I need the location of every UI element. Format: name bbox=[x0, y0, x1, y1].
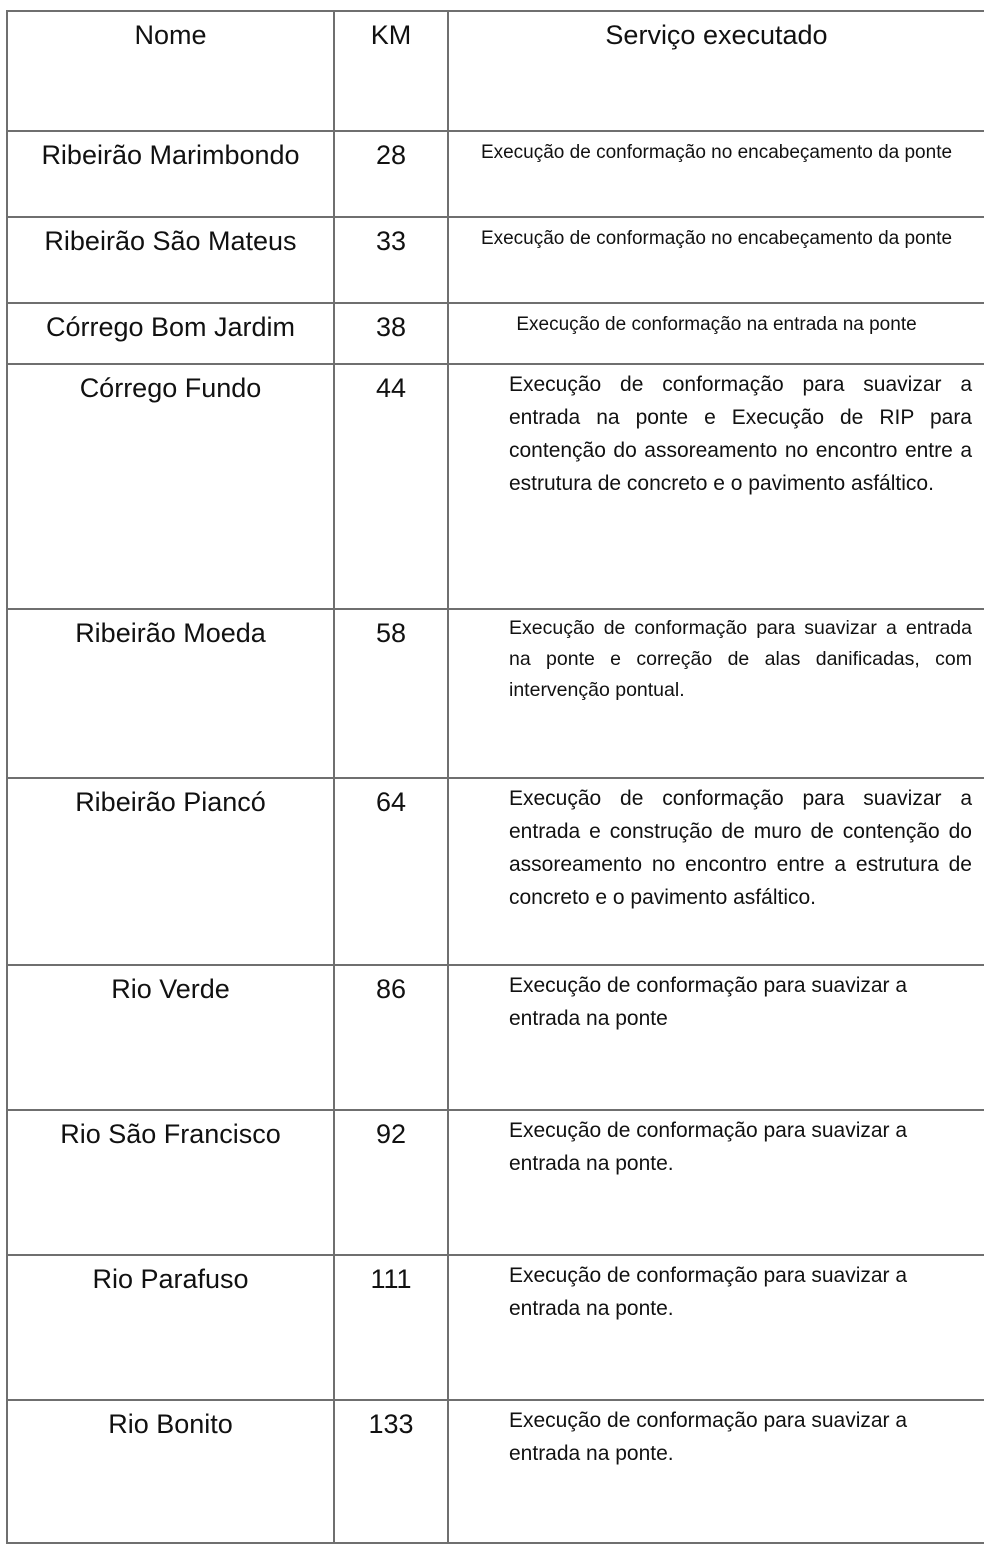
cell-service: Execução de conformação na entrada na ponte bbox=[448, 303, 984, 364]
table-row bbox=[7, 1400, 984, 1543]
cell-km: 33 bbox=[334, 217, 448, 303]
cell-name: Rio São Francisco bbox=[7, 1110, 334, 1255]
table-row bbox=[7, 965, 984, 1110]
header-name: Nome bbox=[7, 11, 334, 131]
cell-name: Ribeirão São Mateus bbox=[7, 217, 334, 303]
cell-km: 133 bbox=[334, 1400, 448, 1543]
header-km: KM bbox=[334, 11, 448, 131]
table-row bbox=[7, 1110, 984, 1255]
cell-km: 58 bbox=[334, 609, 448, 778]
cell-km: 64 bbox=[334, 778, 448, 965]
cell-service: Execução de conformação para suavizar a entrada na ponte bbox=[448, 965, 984, 1110]
cell-name: Ribeirão Piancó bbox=[7, 778, 334, 965]
cell-km: 28 bbox=[334, 131, 448, 217]
table-row bbox=[7, 364, 984, 609]
table-row bbox=[7, 609, 984, 778]
cell-name: Córrego Fundo bbox=[7, 364, 334, 609]
cell-service: Execução de conformação no encabeçamento da ponte bbox=[448, 131, 984, 217]
cell-km: 38 bbox=[334, 303, 448, 364]
cell-name: Córrego Bom Jardim bbox=[7, 303, 334, 364]
cell-service: Execução de conformação para suavizar a entrada na ponte. bbox=[448, 1110, 984, 1255]
cell-name: Ribeirão Moeda bbox=[7, 609, 334, 778]
cell-service: Execução de conformação no encabeçamento da ponte bbox=[448, 217, 984, 303]
cell-name: Rio Verde bbox=[7, 965, 334, 1110]
cell-km: 92 bbox=[334, 1110, 448, 1255]
cell-km: 44 bbox=[334, 364, 448, 609]
cell-km: 86 bbox=[334, 965, 448, 1110]
table-row bbox=[7, 303, 984, 364]
table-row bbox=[7, 131, 984, 217]
cell-service: Execução de conformação para suavizar a entrada e construção de muro de contenção do assoreamento no encontro entre a estrutura de concreto e o pavimento asfáltico. bbox=[448, 778, 984, 965]
table-row bbox=[7, 217, 984, 303]
cell-service: Execução de conformação para suavizar a entrada na ponte. bbox=[448, 1255, 984, 1400]
cell-name: Rio Parafuso bbox=[7, 1255, 334, 1400]
table-row bbox=[7, 778, 984, 965]
table-row bbox=[7, 1255, 984, 1400]
cell-service: Execução de conformação para suavizar a entrada na ponte e Execução de RIP para contenção do assoreamento no encontro entre a estrutura de concreto e o pavimento asfáltico. bbox=[448, 364, 984, 609]
cell-km: 111 bbox=[334, 1255, 448, 1400]
cell-service: Execução de conformação para suavizar a entrada na ponte. bbox=[448, 1400, 984, 1543]
cell-name: Rio Bonito bbox=[7, 1400, 334, 1543]
bridges-service-table bbox=[6, 10, 984, 1544]
header-service: Serviço executado bbox=[448, 11, 984, 131]
cell-name: Ribeirão Marimbondo bbox=[7, 131, 334, 217]
cell-service: Execução de conformação para suavizar a entrada na ponte e correção de alas danificadas, com intervenção pontual. bbox=[448, 609, 984, 778]
header-row bbox=[7, 11, 984, 131]
